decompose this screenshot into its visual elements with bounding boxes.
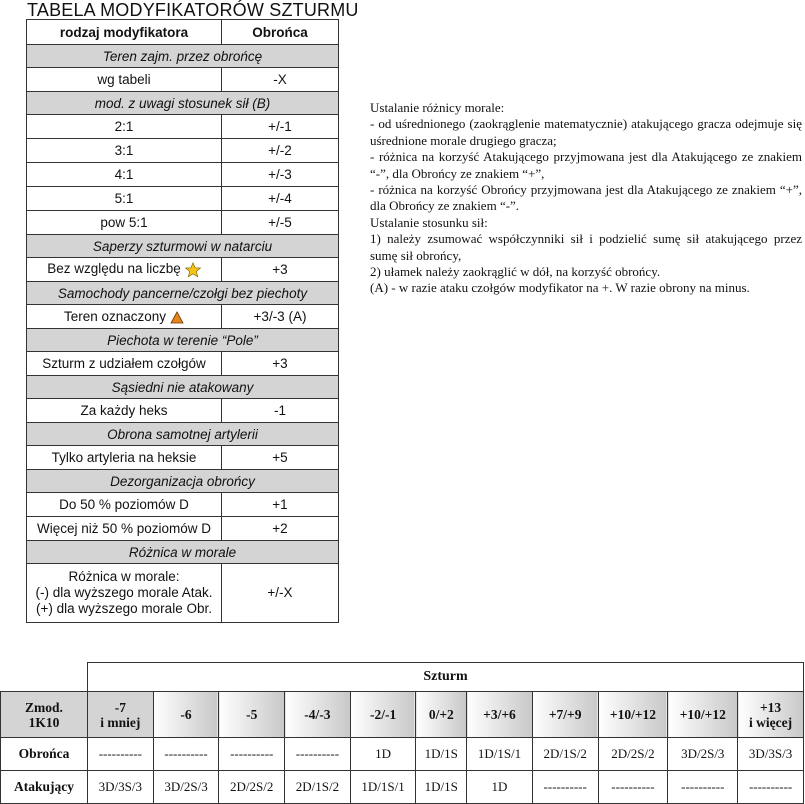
- morale-difference-label: [27, 564, 222, 623]
- assault-result-cell: ----------: [598, 771, 668, 804]
- assault-results-table: [0, 662, 804, 804]
- modifier-label: 3:1: [27, 139, 222, 163]
- morale-difference-row: [27, 564, 339, 623]
- header-defender: Obrońca: [222, 20, 339, 45]
- assault-result-cell: 3D/2S/3: [668, 738, 738, 771]
- note-line: 2) ułamek należy zaokrąglić w dół, na korzyść obrońcy.: [370, 264, 661, 280]
- morale-line: (+) dla wyższego morale Obr.: [36, 601, 212, 616]
- modifier-label: Szturm z udziałem czołgów: [27, 352, 222, 376]
- note-line: - różnica na korzyść Obrońcy przyjmowana jest dla Atakującego ze znakiem “+”, dla Obrońcy ze znakiem “-”.: [370, 182, 802, 214]
- morale-difference-value: +/-X: [222, 564, 339, 623]
- assault-column-header: [88, 692, 154, 738]
- assault-column-header: [219, 692, 285, 738]
- assault-result-cell: 1D: [350, 738, 416, 771]
- morale-line: (-) dla wyższego morale Atak.: [35, 585, 213, 600]
- modifier-value: +1: [222, 493, 339, 517]
- modifier-label: Tylko artyleria na heksie: [27, 446, 222, 470]
- section-row: [27, 45, 339, 68]
- section-label: Teren zajm. przez obrońcę: [27, 45, 339, 68]
- column-header-line: +10/+12: [609, 707, 657, 722]
- modifier-row: [27, 139, 339, 163]
- column-header-line: 0/+2: [428, 707, 454, 722]
- corner-line: Zmod.: [25, 699, 63, 715]
- section-label: Sąsiedni nie atakowany: [27, 376, 339, 399]
- modifier-row: [27, 258, 339, 282]
- note-line: 1) należy zsumować współczynniki sił i podzielić sumę sił atakującego przez sumę sił obrońcy,: [370, 231, 802, 263]
- modifier-table-header: [27, 20, 339, 45]
- assault-result-cell: ----------: [219, 738, 285, 771]
- morale-line: Różnica w morale:: [68, 569, 180, 584]
- note-line: - różnica na korzyść Atakującego przyjmowana jest dla Atakującego ze znakiem “-”, dla Obrońcy ze znakiem “+”,: [370, 149, 802, 181]
- assault-result-cell: ----------: [668, 771, 738, 804]
- section-label: Różnica w morale: [27, 541, 339, 564]
- star-icon: [185, 262, 201, 278]
- modifier-label: 2:1: [27, 115, 222, 139]
- modifier-row: [27, 187, 339, 211]
- note-line: (A) - w razie ataku czołgów modyfikator na +. W razie obrony na minus.: [370, 280, 750, 296]
- assault-row-label: Obrońca: [1, 738, 88, 771]
- modifier-label: Więcej niż 50 % poziomów D: [27, 517, 222, 541]
- column-header-line: +3/+6: [483, 707, 516, 722]
- modifier-value: +3: [222, 258, 339, 282]
- assault-result-cell: 3D/3S/3: [88, 771, 154, 804]
- assault-column-header: [416, 692, 467, 738]
- modifier-value: +3: [222, 352, 339, 376]
- section-label: Piechota w terenie “Pole”: [27, 329, 339, 352]
- modifier-row: [27, 399, 339, 423]
- assault-column-header: [668, 692, 738, 738]
- section-row: [27, 541, 339, 564]
- assault-result-cell: ----------: [532, 771, 598, 804]
- modifier-label: pow 5:1: [27, 211, 222, 235]
- section-label: mod. z uwagi stosunek sił (B): [27, 92, 339, 115]
- assault-result-cell: ----------: [738, 771, 804, 804]
- page-title: TABELA MODYFIKATORÓW SZTURMU: [27, 0, 359, 20]
- note-line: Ustalanie stosunku sił:: [370, 214, 488, 230]
- assault-result-cell: 2D/1S/2: [532, 738, 598, 771]
- modifier-row: [27, 517, 339, 541]
- modifier-table: [26, 19, 339, 623]
- modifier-row: [27, 68, 339, 92]
- assault-title: Szturm: [88, 663, 804, 692]
- assault-column-header: [467, 692, 533, 738]
- note-line: - od uśrednionego (zaokrąglenie matematycznie) atakującego gracza odejmuje się uśrednione morale drugiego gracza;: [370, 116, 802, 148]
- assault-column-header: [738, 692, 804, 738]
- section-row: [27, 376, 339, 399]
- section-label: Dezorganizacja obrońcy: [27, 470, 339, 493]
- assault-result-cell: 1D/1S: [416, 771, 467, 804]
- column-header-line: -2/-1: [369, 707, 397, 722]
- assault-result-cell: 2D/1S/2: [285, 771, 351, 804]
- assault-result-cell: ----------: [88, 738, 154, 771]
- header-modifier-type: rodzaj modyfikatora: [27, 20, 222, 45]
- modifier-value: +/-5: [222, 211, 339, 235]
- section-label: Samochody pancerne/czołgi bez piechoty: [27, 282, 339, 305]
- modifier-value: +/-1: [222, 115, 339, 139]
- modifier-label: Za każdy heks: [27, 399, 222, 423]
- column-header-line: -4/-3: [304, 707, 331, 722]
- modifier-value: +3/-3 (A): [222, 305, 339, 329]
- assault-column-header: [153, 692, 219, 738]
- column-header-line: +7/+9: [548, 707, 582, 722]
- section-label: Saperzy szturmowi w natarciu: [27, 235, 339, 258]
- assault-result-cell: 3D/2S/3: [153, 771, 219, 804]
- assault-title-row: [1, 663, 804, 692]
- section-row: [27, 282, 339, 305]
- column-header-line: i więcej: [749, 714, 793, 730]
- rules-notes: [370, 100, 802, 297]
- column-header-line: +10/+12: [679, 707, 726, 722]
- modifier-label: Teren oznaczony: [27, 305, 222, 329]
- section-row: [27, 470, 339, 493]
- column-header-line: -5: [246, 707, 258, 722]
- section-row: [27, 235, 339, 258]
- assault-result-cell: 3D/3S/3: [738, 738, 804, 771]
- assault-result-cell: 2D/2S/2: [598, 738, 668, 771]
- assault-result-cell: ----------: [285, 738, 351, 771]
- assault-result-cell: 1D/1S/1: [350, 771, 416, 804]
- assault-result-cell: 1D: [467, 771, 533, 804]
- modifier-row: [27, 493, 339, 517]
- modifier-value: +2: [222, 517, 339, 541]
- modifier-value: -X: [222, 68, 339, 92]
- section-row: [27, 423, 339, 446]
- column-header-line: i mniej: [100, 714, 141, 730]
- empty-corner: [1, 663, 88, 692]
- modifier-row: [27, 305, 339, 329]
- modifier-row: [27, 352, 339, 376]
- triangle-icon: [170, 311, 184, 324]
- modifier-row: [27, 211, 339, 235]
- section-label: Obrona samotnej artylerii: [27, 423, 339, 446]
- modifier-value: +5: [222, 446, 339, 470]
- assault-columns-row: [1, 692, 804, 738]
- assault-row: [1, 738, 804, 771]
- assault-column-header: [598, 692, 668, 738]
- modifier-label: 4:1: [27, 163, 222, 187]
- assault-result-cell: 1D/1S: [416, 738, 467, 771]
- assault-result-cell: 2D/2S/2: [219, 771, 285, 804]
- column-header-line: -6: [180, 707, 192, 722]
- modifier-label: Bez względu na liczbę: [27, 258, 222, 282]
- section-row: [27, 329, 339, 352]
- section-row: [27, 92, 339, 115]
- assault-column-header: [532, 692, 598, 738]
- modifier-value: +/-2: [222, 139, 339, 163]
- assault-result-cell: 1D/1S/1: [467, 738, 533, 771]
- assault-result-cell: ----------: [153, 738, 219, 771]
- modifier-value: -1: [222, 399, 339, 423]
- assault-row: [1, 771, 804, 804]
- modifier-row: [27, 115, 339, 139]
- modifier-label: 5:1: [27, 187, 222, 211]
- modifier-row: [27, 446, 339, 470]
- column-header-line: -7: [114, 699, 126, 715]
- modifier-row: [27, 163, 339, 187]
- modifier-value: +/-4: [222, 187, 339, 211]
- modifier-value: +/-3: [222, 163, 339, 187]
- assault-row-label: Atakujący: [1, 771, 88, 804]
- corner-line: 1K10: [28, 714, 60, 730]
- column-header-line: +13: [759, 699, 782, 715]
- assault-column-header: [285, 692, 351, 738]
- modifier-label: Do 50 % poziomów D: [27, 493, 222, 517]
- modifier-label: wg tabeli: [27, 68, 222, 92]
- note-line: Ustalanie różnicy morale:: [370, 100, 505, 115]
- corner-label: [1, 692, 88, 738]
- assault-column-header: [350, 692, 416, 738]
